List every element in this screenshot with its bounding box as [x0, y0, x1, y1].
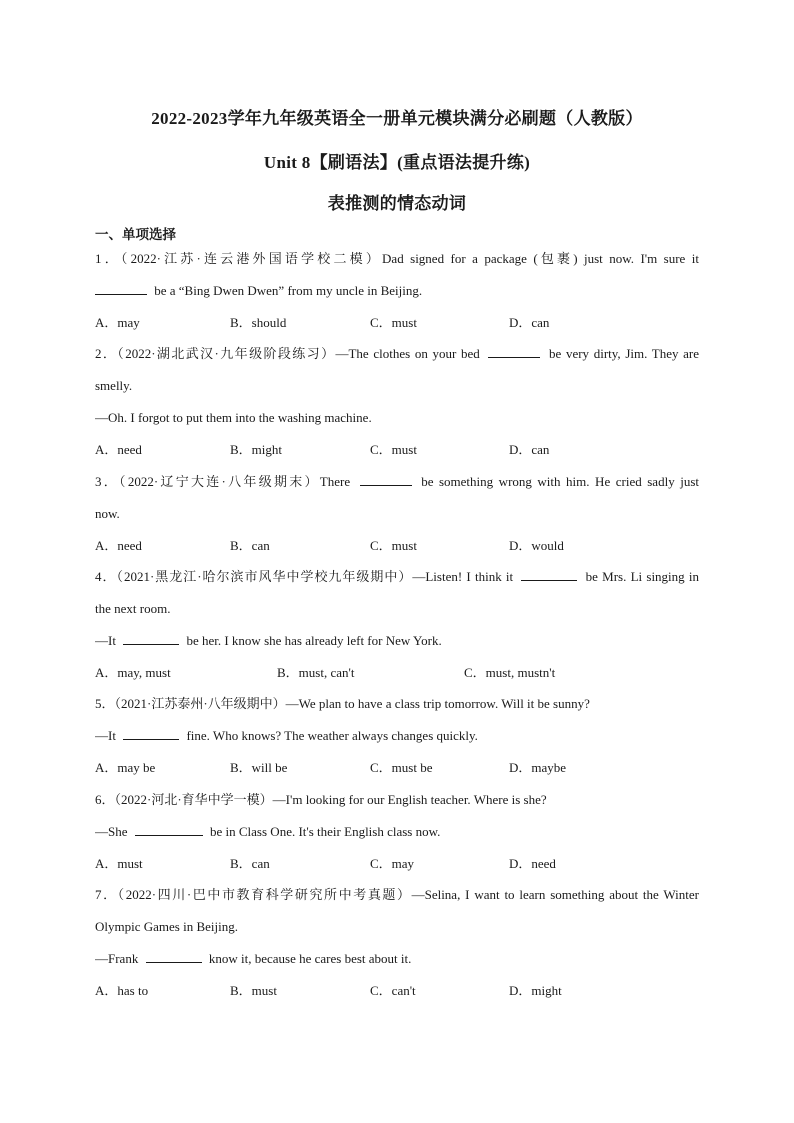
- option-d[interactable]: D．can: [509, 442, 550, 457]
- option-a[interactable]: A．may: [95, 315, 140, 330]
- answer-blank[interactable]: [123, 725, 179, 740]
- question-text: 1．（2022·江苏·连云港外国语学校二模）Dad signed for a package (包裹) just now. I'm sure it: [95, 251, 699, 266]
- question-text: —Frank: [95, 951, 139, 966]
- answer-blank[interactable]: [123, 630, 179, 645]
- option-c[interactable]: C．must, mustn't: [464, 665, 556, 680]
- question-7: [95, 879, 699, 1007]
- question-text: know it, because he cares best about it.: [208, 951, 412, 966]
- answer-blank[interactable]: [488, 343, 540, 358]
- question-text-line: [95, 338, 699, 370]
- option-b[interactable]: B．will be: [230, 760, 288, 775]
- question-text-line: [95, 275, 699, 307]
- option-a[interactable]: A．need: [95, 442, 142, 457]
- question-text: 6．（2022·河北·育华中学一模）—I'm looking for our English teacher. Where is she?: [95, 792, 547, 807]
- option-d[interactable]: D．can: [509, 315, 550, 330]
- answer-blank[interactable]: [521, 566, 577, 581]
- question-3: [95, 466, 699, 562]
- question-text: —She: [95, 824, 128, 839]
- section-heading: 一、单项选择: [95, 227, 176, 242]
- question-text: fine. Who knows? The weather always changes quickly.: [186, 728, 478, 743]
- option-d[interactable]: D．would: [509, 538, 564, 553]
- option-b[interactable]: B．can: [230, 538, 270, 553]
- option-c[interactable]: C．must: [370, 538, 417, 553]
- document-title: 2022-2023学年九年级英语全一册单元模块满分必刷题（人教版）: [151, 109, 643, 128]
- option-a[interactable]: A．must: [95, 856, 143, 871]
- document-subtitle: Unit 8【刷语法】(重点语法提升练): [263, 153, 531, 172]
- option-c[interactable]: C．must: [370, 442, 417, 457]
- question-text: —It: [95, 633, 116, 648]
- question-text: 3．（2022·辽宁大连·八年级期末）There: [95, 474, 351, 489]
- question-6: [95, 784, 699, 880]
- answer-blank[interactable]: [135, 821, 203, 836]
- question-text-line: [95, 720, 699, 752]
- question-text-line: [95, 816, 699, 848]
- option-b[interactable]: B．should: [230, 315, 287, 330]
- question-text: 5．（2021·江苏泰州·八年级期中）—We plan to have a class trip tomorrow. Will it be sunny?: [95, 696, 590, 711]
- question-2: [95, 338, 699, 466]
- question-5: [95, 688, 699, 784]
- answer-blank[interactable]: [95, 280, 147, 295]
- answer-blank[interactable]: [360, 471, 412, 486]
- question-text: —Oh. I forgot to put them into the washing machine.: [95, 410, 372, 425]
- option-row: [95, 307, 699, 339]
- question-text: 7．（2022·四川·巴中市教育科学研究所中考真题）—Selina, I want to learn something about the Winter: [95, 887, 699, 902]
- option-c[interactable]: C．must be: [370, 760, 433, 775]
- question-text-line: [95, 466, 699, 498]
- question-4: [95, 561, 699, 689]
- question-text: 4．（2021·黑龙江·哈尔滨市风华中学校九年级期中）—Listen! I think it: [95, 569, 514, 584]
- question-text: smelly.: [95, 378, 133, 393]
- document-topic: 表推测的情态动词: [327, 194, 467, 213]
- option-c[interactable]: C．may: [370, 856, 415, 871]
- option-d[interactable]: D．maybe: [509, 760, 567, 775]
- option-row: [95, 752, 699, 784]
- option-b[interactable]: B．must, can't: [277, 665, 355, 680]
- option-row: [95, 434, 699, 466]
- question-text: 2．（2022·湖北武汉·九年级阶段练习）—The clothes on your bed: [95, 346, 480, 361]
- option-c[interactable]: C．can't: [370, 983, 416, 998]
- option-a[interactable]: A．need: [95, 538, 142, 553]
- option-d[interactable]: D．might: [509, 983, 562, 998]
- option-a[interactable]: A．may, must: [95, 665, 171, 680]
- option-row: [95, 848, 699, 880]
- question-text-line: [95, 625, 699, 657]
- question-text: now.: [95, 506, 120, 521]
- option-b[interactable]: B．might: [230, 442, 283, 457]
- answer-blank[interactable]: [146, 948, 202, 963]
- question-text-line: [95, 561, 699, 593]
- question-text-line: [95, 943, 699, 975]
- question-text: be a “Bing Dwen Dwen” from my uncle in Beijing.: [151, 283, 423, 298]
- option-c[interactable]: C．must: [370, 315, 417, 330]
- question-1: [95, 243, 699, 339]
- option-a[interactable]: A．has to: [95, 983, 149, 998]
- question-text: be Mrs. Li singing in: [585, 569, 699, 584]
- option-b[interactable]: B．can: [230, 856, 270, 871]
- option-b[interactable]: B．must: [230, 983, 277, 998]
- option-row: [95, 530, 699, 562]
- question-text: be something wrong with him. He cried sadly just: [421, 474, 699, 489]
- question-text: Olympic Games in Beijing.: [95, 919, 238, 934]
- question-text: —It: [95, 728, 116, 743]
- question-text: be in Class One. It's their English class now.: [210, 824, 441, 839]
- question-text: be her. I know she has already left for New York.: [186, 633, 442, 648]
- option-a[interactable]: A．may be: [95, 760, 156, 775]
- option-row: [95, 975, 699, 1007]
- option-row: [95, 657, 699, 689]
- question-text: be very dirty, Jim. They are: [549, 346, 699, 361]
- question-text: the next room.: [95, 601, 171, 616]
- option-d[interactable]: D．need: [509, 856, 556, 871]
